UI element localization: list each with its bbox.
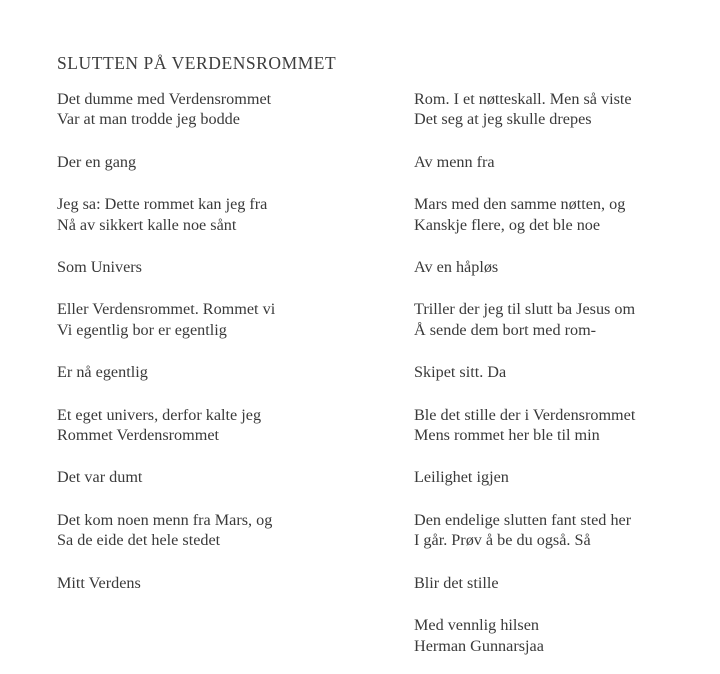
poem-stanza xyxy=(57,89,387,130)
poem-stanza xyxy=(414,194,704,235)
poem-line: Var at man trodde jeg bodde xyxy=(57,110,240,129)
poem-line: Kanskje flere, og det ble noe xyxy=(414,215,601,234)
poem-line: Der en gang xyxy=(57,152,137,171)
poem-line: Eller Verdensrommet. Rommet vi xyxy=(57,300,276,319)
poem-stanza xyxy=(57,257,387,277)
poem-stanza xyxy=(57,152,387,172)
poem-line: I går. Prøv å be du også. Så xyxy=(414,531,591,550)
poem-stanza xyxy=(57,510,387,551)
poem-line: Den endelige slutten fant sted her xyxy=(414,510,632,529)
poem-line: Av menn fra xyxy=(414,152,495,171)
poem-line: Et eget univers, derfor kalte jeg xyxy=(57,405,262,424)
poem-line: Vi egentlig bor er egentlig xyxy=(57,320,227,339)
poem-stanza xyxy=(414,89,704,130)
poem-line: Med vennlig hilsen xyxy=(414,616,539,635)
poem-line: Sa de eide det hele stedet xyxy=(57,531,221,550)
poem-column-left xyxy=(57,89,387,593)
poem-line: Leilighet igjen xyxy=(414,468,509,487)
poem-stanza xyxy=(57,405,387,446)
poem-line: Det seg at jeg skulle drepes xyxy=(414,110,592,129)
poem-line: Blir det stille xyxy=(414,573,499,592)
poem-stanza xyxy=(57,299,387,340)
poem-stanza xyxy=(414,510,704,551)
poem-line: Jeg sa: Dette rommet kan jeg fra xyxy=(57,195,268,214)
poem-stanza xyxy=(414,467,704,487)
poem-line: Rom. I et nøtteskall. Men så viste xyxy=(414,90,632,108)
poem-stanza xyxy=(57,362,387,382)
poem-stanza xyxy=(414,615,704,656)
poem-line: Er nå egentlig xyxy=(57,363,148,382)
poem-line: Mars med den samme nøtten, og xyxy=(414,195,626,214)
poem-line: Mens rommet her ble til min xyxy=(414,426,600,445)
poem-line: Av en håpløs xyxy=(414,258,499,277)
poem-stanza xyxy=(414,573,704,593)
poem-column-right xyxy=(414,89,704,656)
poem-stanza xyxy=(57,467,387,487)
poem-stanza xyxy=(414,257,704,277)
poem-stanza xyxy=(414,362,704,382)
poem-line: Det kom noen menn fra Mars, og xyxy=(57,510,273,529)
poem-line: Mitt Verdens xyxy=(57,573,141,592)
poem-line: Skipet sitt. Da xyxy=(414,363,507,382)
poem-stanza xyxy=(57,194,387,235)
poem-line: Som Univers xyxy=(57,258,142,277)
poem-line: Å sende dem bort med rom- xyxy=(414,320,597,339)
page-title: SLUTTEN PÅ VERDENSROMMET xyxy=(57,53,337,73)
poem-line: Ble det stille der i Verdensrommet xyxy=(414,405,636,424)
poem-stanza xyxy=(57,573,387,593)
poem-stanza xyxy=(414,405,704,446)
poem-line: Det var dumt xyxy=(57,468,143,487)
poem-line: Triller der jeg til slutt ba Jesus om xyxy=(414,300,636,319)
poem-stanza xyxy=(414,152,704,172)
poem-line: Rommet Verdensrommet xyxy=(57,426,219,445)
poem-line: Det dumme med Verdensrommet xyxy=(57,90,272,108)
poem-line: Herman Gunnarsjaa xyxy=(414,636,544,655)
poem-line: Nå av sikkert kalle noe sånt xyxy=(57,215,237,234)
poem-stanza xyxy=(414,299,704,340)
